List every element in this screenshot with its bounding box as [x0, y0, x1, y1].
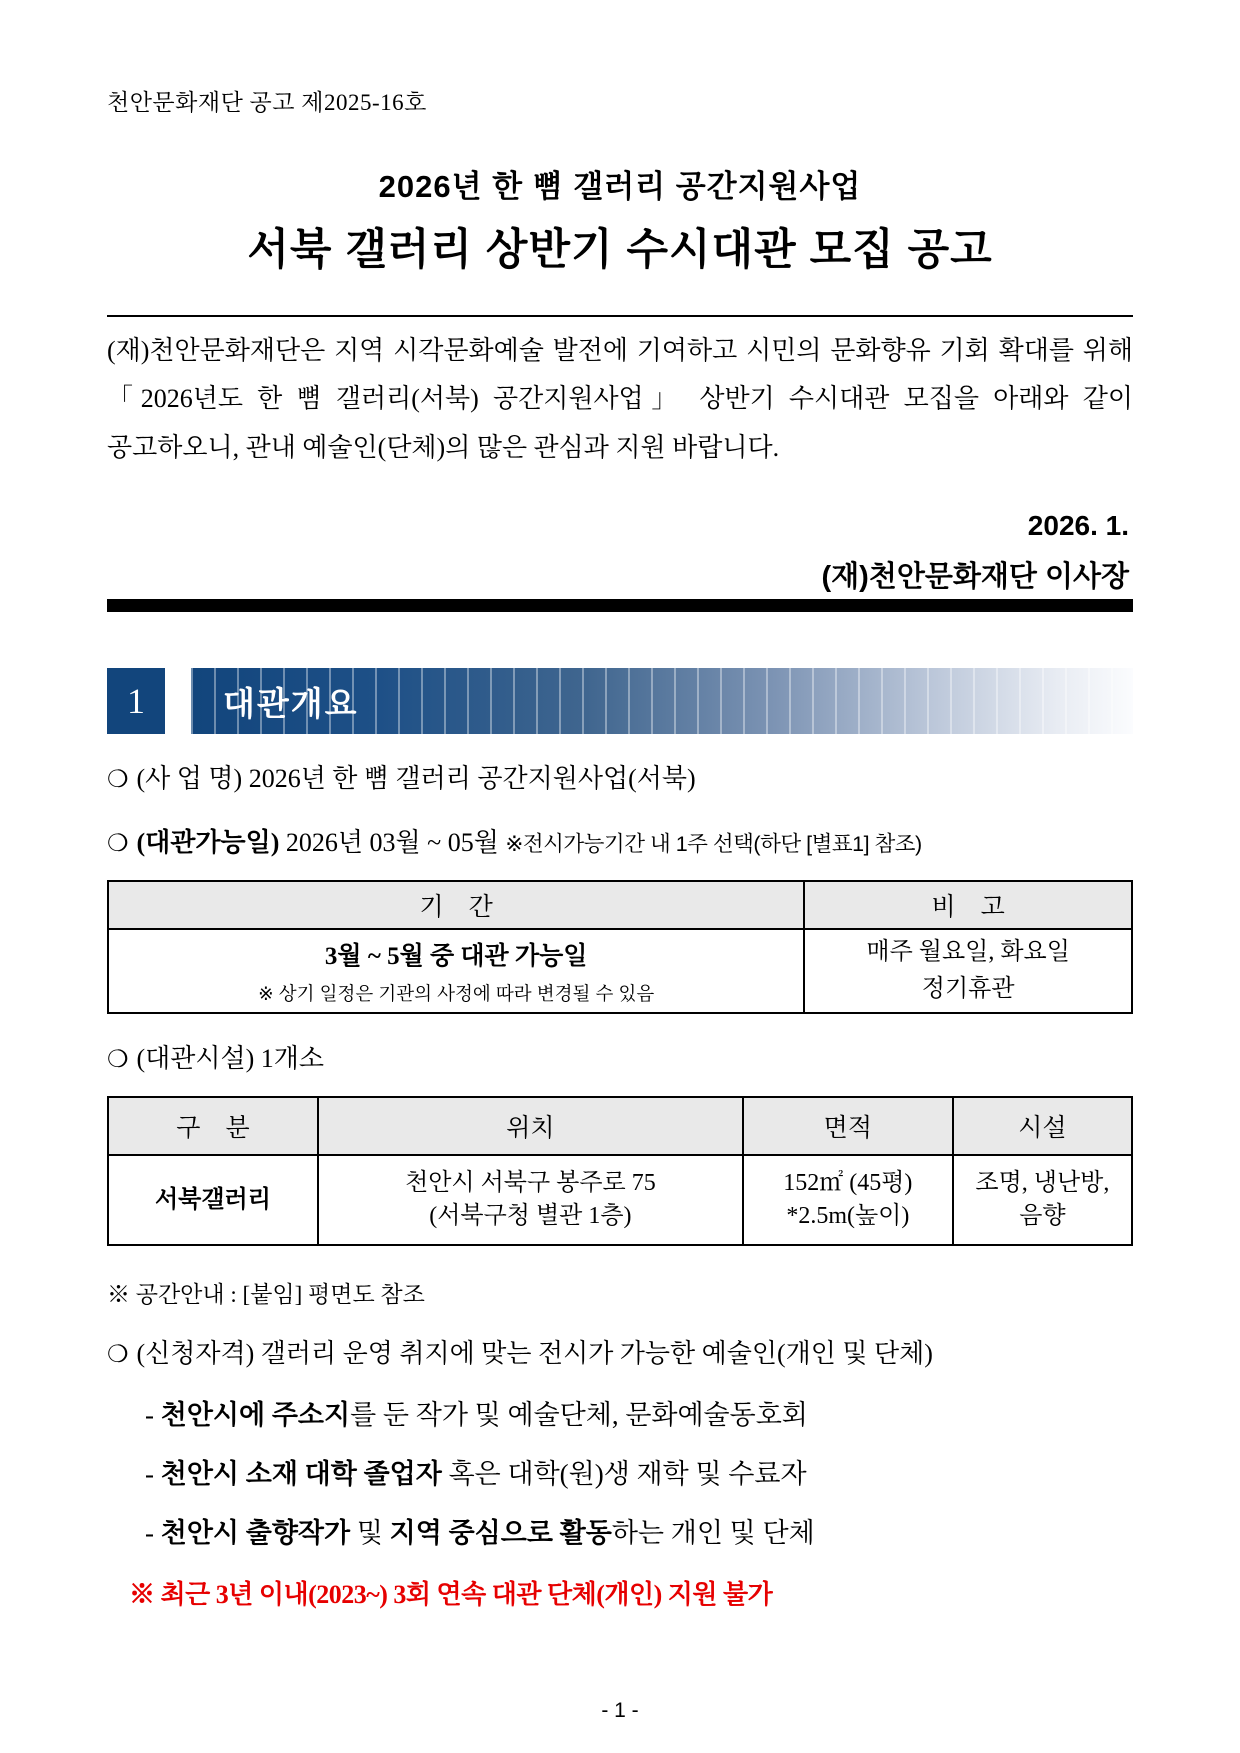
eligibility-label: (신청자격)	[136, 1338, 255, 1368]
business-name-line	[107, 760, 1133, 798]
eligibility-item-2	[145, 1452, 1133, 1491]
business-name-value: 2026년 한 뼘 갤러리 공간지원사업(서북)	[248, 764, 696, 794]
eligibility-item-1	[145, 1393, 1133, 1432]
period-header-cell: 기 간	[108, 881, 804, 929]
business-name-label: (사 업 명)	[136, 764, 243, 794]
announcement-date: 2026. 1.	[1027, 510, 1129, 542]
section-1-header	[107, 668, 1133, 734]
facility-line	[107, 1040, 1133, 1078]
remark-line2: 정기휴관	[921, 975, 1015, 1002]
eligibility-line	[107, 1335, 1133, 1373]
page-title: 서북 갤러리 상반기 수시대관 모집 공고	[247, 226, 993, 274]
eligibility-item-3-bold2: 지역 중심으로 활동	[389, 1517, 612, 1548]
section-header-gap	[165, 668, 191, 734]
dash-bullet: -	[145, 1399, 161, 1430]
facility-label: (대관시설)	[136, 1044, 255, 1074]
facility-name-cell: 서북갤러리	[108, 1155, 318, 1245]
period-cell	[108, 929, 804, 1013]
period-table-row	[108, 929, 1132, 1013]
section-title-bar	[191, 668, 1133, 734]
title-divider	[107, 315, 1133, 317]
remark-line1: 매주 월요일, 화요일	[866, 938, 1070, 965]
section-title: 대관개요	[223, 684, 359, 722]
remark-header-cell: 비 고	[804, 881, 1132, 929]
location-header-cell: 위치	[318, 1097, 743, 1155]
eligibility-item-2-rest: 혹은 대학(원)생 재학 및 수료자	[441, 1458, 807, 1489]
equipment-header-cell: 시설	[953, 1097, 1132, 1155]
circle-bullet-icon: ❍	[107, 830, 129, 857]
eligibility-item-1-bold: 천안시에 주소지	[160, 1399, 351, 1430]
rental-period-label: (대관가능일)	[136, 827, 280, 857]
page-number: - 1 -	[601, 1699, 639, 1722]
area-line1: 152㎡ (45평)	[783, 1170, 913, 1197]
eligibility-items	[145, 1393, 1133, 1550]
facility-equipment-cell	[953, 1155, 1132, 1245]
dash-bullet: -	[145, 1517, 161, 1548]
equipment-line1: 조명, 냉난방,	[975, 1170, 1110, 1197]
facility-area-cell	[743, 1155, 953, 1245]
rental-period-note: ※전시가능기간 내 1주 선택(하단 [별표1] 참조)	[505, 831, 922, 856]
section-number-badge: 1	[107, 668, 165, 734]
facility-table	[107, 1096, 1133, 1246]
rental-period-value: 2026년 03월 ~ 05월	[285, 827, 499, 857]
facility-location-cell	[318, 1155, 743, 1245]
eligibility-value: 갤러리 운영 취지에 맞는 전시가 가능한 예술인(개인 및 단체)	[260, 1338, 933, 1368]
remark-cell	[804, 929, 1132, 1013]
space-guide-note: ※ 공간안내 : [붙임] 평면도 참조	[107, 1281, 425, 1307]
eligibility-item-3-bold: 천안시 출향작가	[160, 1517, 351, 1548]
category-header-cell: 구 분	[108, 1097, 318, 1155]
circle-bullet-icon: ❍	[107, 1341, 129, 1368]
area-header-cell: 면적	[743, 1097, 953, 1155]
title-subtitle: 2026년 한 뼘 갤러리 공간지원사업	[378, 169, 862, 204]
document-page	[107, 0, 1133, 1753]
signer-title: (재)천안문화재단 이사장	[821, 561, 1129, 594]
period-change-note: ※ 상기 일정은 기관의 사정에 따라 변경될 수 있음	[258, 982, 655, 1004]
eligibility-item-3-rest: 및	[350, 1517, 390, 1548]
intro-paragraph: (재)천안문화재단은 지역 시각문화예술 발전에 기여하고 시민의 문화향유 기회 확대를 위해 「2026년도 한 뼘 갤러리(서북) 공간지원사업」 상반기 수시대관 모집을 아래와 같이 공고하오니, 관내 예술인(단체)의 많은 관심과 지원 바랍니다.	[107, 336, 1133, 462]
dash-bullet: -	[145, 1458, 161, 1489]
facility-table-row	[108, 1155, 1132, 1245]
title-block	[107, 161, 1133, 277]
period-value: 3월 ~ 5월 중 대관 가능일	[324, 942, 588, 970]
facility-table-header-row	[108, 1097, 1132, 1155]
facility-value: 1개소	[260, 1044, 325, 1074]
section-divider-bar	[107, 599, 1133, 612]
circle-bullet-icon: ❍	[107, 1047, 129, 1074]
restriction-note: ※ 최근 3년 이내(2023~) 3회 연속 대관 단체(개인) 지원 불가	[129, 1579, 773, 1609]
equipment-line2: 음향	[1019, 1202, 1066, 1229]
rental-period-line	[107, 824, 1133, 862]
signature-block	[107, 510, 1133, 595]
period-table-header-row	[108, 881, 1132, 929]
area-line2: *2.5m(높이)	[786, 1202, 910, 1229]
circle-bullet-icon: ❍	[107, 767, 129, 794]
eligibility-item-2-bold: 천안시 소재 대학 졸업자	[160, 1458, 442, 1489]
location-line1: 천안시 서북구 봉주로 75	[405, 1170, 656, 1197]
location-line2: (서북구청 별관 1층)	[429, 1202, 632, 1229]
eligibility-item-3-tail: 하는 개인 및 단체	[611, 1517, 815, 1548]
doc-number: 천안문화재단 공고 제2025-16호	[107, 90, 427, 115]
period-table	[107, 880, 1133, 1014]
eligibility-item-1-rest: 를 둔 작가 및 예술단체, 문화예술동호회	[350, 1399, 808, 1430]
eligibility-item-3	[145, 1511, 1133, 1550]
